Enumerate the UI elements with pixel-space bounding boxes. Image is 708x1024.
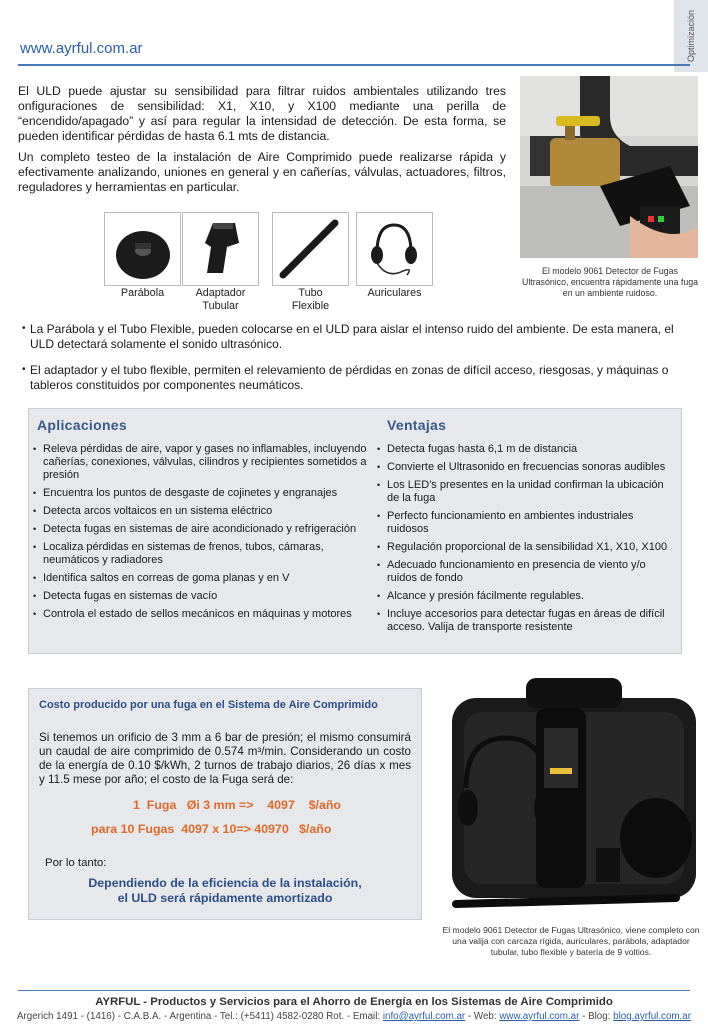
accessory-label-adapter: Adaptador Tubular [195, 287, 246, 312]
list-item: • Incluye accesorios para detectar fugas en áreas de difícil acceso. Valija de transporte resistente [377, 608, 665, 633]
list-item: • Convierte el Ultrasonido en frecuencias sonoras audibles [377, 461, 666, 473]
blog-link[interactable]: blog.ayrful.com.ar [613, 1011, 691, 1022]
cost-calc-single: 1 Fuga Øi 3 mm => 4097 $/año [133, 798, 341, 812]
applications-heading: Aplicaciones [37, 417, 127, 433]
kit-case-photo [446, 668, 702, 920]
applications-advantages-box [28, 408, 682, 654]
list-item: • Detecta fugas en sistemas de vacío [33, 590, 218, 602]
section-tab-label: Optimización [686, 9, 696, 63]
list-item: • Adecuado funcionamiento en presencia de viento y/o ruidos de fondo [377, 559, 646, 584]
accessory-label-headphones: Auriculares [367, 287, 422, 299]
headphones-image [356, 212, 433, 286]
list-item: • Los LED's presentes en la unidad confirman la ubicación de la fuga [377, 479, 664, 504]
list-item: • Detecta arcos voltaicos en un sistema eléctrico [33, 505, 273, 517]
bullet-dot: • [22, 364, 26, 375]
accessory-label-parabola: Parábola [120, 287, 165, 299]
bullet-dot: • [22, 323, 26, 334]
advantages-heading: Ventajas [387, 417, 447, 433]
list-item: • Controla el estado de sellos mecánicos en máquinas y motores [33, 608, 352, 620]
intro-paragraph-2: Un completo testeo de la instalación de Aire Comprimido puede realizarse rápida y efectivamente analizando, uniones en general y en cañerías, válvulas, actuadores, filtros, reguladores y herramientas en particular. [18, 150, 506, 194]
flexible-tube-image [272, 212, 349, 286]
list-item: • Encuentra los puntos de desgaste de cojinetes y engranajes [33, 487, 338, 499]
applications-list [33, 443, 367, 626]
site-url[interactable]: www.ayrful.com.ar [20, 40, 143, 57]
email-link[interactable]: info@ayrful.com.ar [382, 1011, 466, 1022]
note-adapter-tube: • El adaptador y el tubo flexible, permiten el relevamiento de pérdidas en zonas de difícil acceso, riesgosas, y máquinas o tableros constituidos por componentes neumáticos. [22, 363, 669, 392]
footer-contact: Argerich 1491 - (1416) - C.A.B.A. - Argentina - Tel.: (+5411) 4582-0280 Rot. - Email: info@ayrful.com.ar - Web: www.ayrful.com.ar - Blog: blog.ayrful.com.ar [16, 1011, 691, 1022]
tubular-adapter-image [182, 212, 259, 286]
advantages-list [377, 443, 671, 639]
footer-divider [18, 990, 690, 991]
web-link[interactable]: www.ayrful.com.ar [499, 1011, 580, 1022]
section-tab [674, 0, 708, 72]
list-item: • Perfecto funcionamiento en ambientes industriales ruidosos [377, 510, 634, 535]
accessory-label-tube: Tubo Flexible [291, 287, 330, 312]
list-item: • Identifica saltos en correas de goma planas y en V [33, 572, 290, 584]
list-item: • Localiza pérdidas en sistemas de frenos, tubos, cámaras, neumáticos y radiadores [33, 541, 324, 566]
list-item: • Detecta fugas en sistemas de aire acondicionado y refrigeración [33, 523, 357, 535]
cost-title: Costo producido por una fuga en el Sistema de Aire Comprimido [39, 699, 378, 711]
therefore-label: Por lo tanto: [45, 857, 107, 869]
intro-paragraph-1: El ULD puede ajustar su sensibilidad para filtrar ruidos ambientales utilizando tres onfiguraciones de sensibilidad: X1, X10, y X100 mediante una perilla de “encendido/apagado” y así para regular la intensidad de detección. De esta forma, se pueden identificar pérdidas de hasta 6.1 mts de distancia. [18, 84, 506, 143]
cost-explanation: Si tenemos un orificio de 3 mm a 6 bar de presión; el mismo consumirá un caudal de aire comprimido de 0.574 m³/min. Considerando un costo de la energía de 0.10 $/kWh, 2 turnos de trabajo diarios, 26 días x mes y 11.5 mese por año; el costo de la Fuga será de: [39, 731, 411, 786]
parabola-image [104, 212, 181, 286]
cost-conclusion: Dependiendo de la eficiencia de la instalación, el ULD será rápidamente amortizado [88, 876, 362, 905]
cost-calc-ten: para 10 Fugas 4097 x 10=> 40970 $/año [91, 822, 332, 836]
list-item: • Alcance y presión fácilmente regulables. [377, 590, 584, 602]
header-divider [18, 64, 690, 66]
footer-title: AYRFUL - Productos y Servicios para el Ahorro de Energía en los Sistemas de Aire Comprimido [95, 996, 613, 1008]
detector-in-use-photo [520, 76, 698, 258]
list-item: • Detecta fugas hasta 6,1 m de distancia [377, 443, 578, 455]
leak-cost-box [28, 688, 422, 920]
list-item: • Regulación proporcional de la sensibilidad X1, X10, X100 [377, 541, 668, 553]
note-parabola-tube: • La Parábola y el Tubo Flexible, pueden colocarse en el ULD para aislar el intenso ruido del ambiente. De esta manera, el ULD detectará solamente el sonido ultrasónico. [22, 322, 674, 351]
list-item: • Releva pérdidas de aire, vapor y gases no inflamables, incluyendo cañerías, conexiones, válvulas, cilindros y recipientes sometidos a presión [33, 443, 367, 481]
photo-caption: El modelo 9061 Detector de Fugas Ultrasónico, encuentra rápidamente una fuga en un ambiente ruidoso. [521, 266, 699, 298]
kit-caption: El modelo 9061 Detector de Fugas Ultrasónico, viene completo con una valija con carcaza rígida, auriculares, parábola, adaptador tubular, tubo flexible y batería de 9 voltios. [442, 925, 700, 957]
